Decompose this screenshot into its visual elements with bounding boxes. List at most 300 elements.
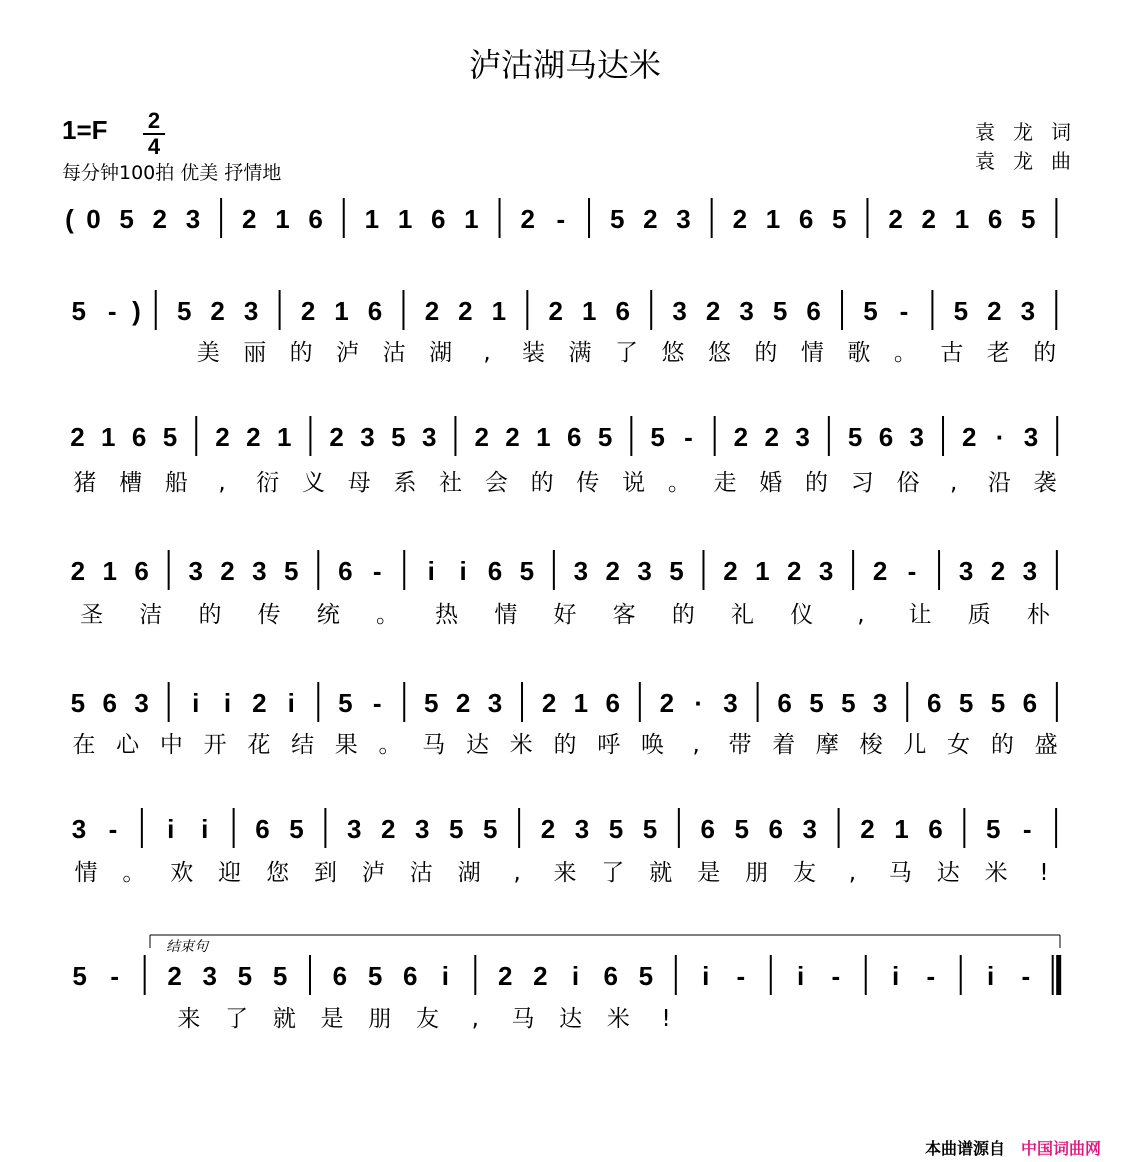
- lyric-char: 礼: [731, 602, 755, 628]
- note: 5: [809, 688, 824, 718]
- lyric-char: 就: [649, 860, 673, 886]
- lyric-char: ,: [692, 732, 700, 758]
- lyric-char: 。: [122, 860, 146, 886]
- note: 5: [597, 422, 613, 452]
- lyric-char: 泸: [361, 860, 385, 886]
- note: 3: [243, 296, 259, 326]
- lyric-char: 梭: [859, 732, 883, 758]
- lyric-char: 马: [888, 860, 912, 886]
- lyric-char: 婚: [759, 470, 783, 496]
- note: 5: [70, 688, 86, 718]
- lyric-char: 沽: [409, 860, 433, 886]
- note: 6: [567, 422, 582, 452]
- composer-credit: 袁龙曲: [975, 149, 1089, 173]
- lyric-char: 传: [576, 470, 600, 496]
- lyric-char: 达: [466, 732, 490, 758]
- lyric-char: 女: [947, 732, 971, 758]
- note: i: [797, 961, 805, 991]
- lyric-char: 了: [615, 340, 638, 366]
- note: 2: [246, 422, 261, 452]
- note: 6: [338, 556, 353, 586]
- lyric-char: 装: [522, 340, 546, 366]
- note: 5: [72, 961, 87, 991]
- note: i: [986, 961, 995, 991]
- lyric-char: 船: [164, 470, 188, 496]
- note: 6: [402, 961, 418, 991]
- note: 3: [487, 688, 503, 718]
- lyric-char: ,: [950, 470, 958, 496]
- note: i: [441, 961, 450, 991]
- lyric-char: 达: [559, 1006, 583, 1032]
- note: -: [556, 204, 566, 234]
- note: 6: [927, 688, 942, 718]
- lyric-char: 沽: [382, 340, 406, 366]
- lyric-char: ,: [483, 340, 491, 366]
- note: 2: [541, 688, 557, 718]
- note: 2: [505, 422, 520, 452]
- note: 2: [860, 814, 875, 844]
- note: 5: [391, 422, 406, 452]
- note: 5: [985, 814, 1001, 844]
- lyric-char: 了: [601, 860, 625, 886]
- note: 6: [777, 688, 792, 718]
- page-title: 泸沽湖马达米: [468, 46, 661, 84]
- note: (: [65, 204, 74, 234]
- note: 2: [605, 556, 620, 586]
- lyric-char: 唤: [640, 732, 664, 758]
- note: ·: [995, 422, 1005, 452]
- lyric-char: 就: [272, 1006, 296, 1032]
- note: 2: [643, 204, 658, 234]
- note: 2: [733, 422, 749, 452]
- note: i: [427, 556, 435, 586]
- note: 5: [338, 688, 353, 718]
- note: 6: [1022, 688, 1038, 718]
- note: 2: [242, 204, 257, 234]
- note: 1: [276, 422, 292, 452]
- lyric-char: 着: [772, 732, 796, 758]
- lyric-char: 袭: [1033, 470, 1057, 496]
- note: 5: [847, 422, 863, 452]
- note: 5: [669, 556, 684, 586]
- note: 2: [474, 422, 489, 452]
- note: 2: [329, 422, 344, 452]
- note: 6: [798, 204, 814, 234]
- lyric-char: 马: [422, 732, 446, 758]
- note: 3: [1023, 422, 1039, 452]
- lyric-char: 老: [986, 340, 1010, 366]
- note: 5: [841, 688, 856, 718]
- note: ·: [694, 688, 704, 718]
- note: 1: [573, 688, 589, 718]
- note: 3: [360, 422, 375, 452]
- note: 2: [764, 422, 779, 452]
- note: i: [702, 961, 710, 991]
- note: 5: [289, 814, 304, 844]
- lyric-char: 质: [967, 602, 991, 628]
- lyric-char: 的: [198, 602, 222, 628]
- lyric-char: 说: [622, 470, 646, 496]
- note: 5: [642, 814, 658, 844]
- ending-label: 结束句: [166, 939, 208, 955]
- note: 6: [768, 814, 783, 844]
- lyric-char: 的: [289, 340, 313, 366]
- tempo-marking: 每分钟100拍 优美 抒情地: [62, 162, 282, 184]
- lyric-char: 花: [247, 732, 271, 758]
- note: 1: [397, 204, 413, 234]
- lyric-char: 带: [728, 732, 752, 758]
- note: 6: [332, 961, 348, 991]
- note: 2: [990, 556, 1006, 586]
- lyric-char: 的: [530, 470, 554, 496]
- note: -: [736, 961, 746, 991]
- note: -: [372, 556, 382, 586]
- lyric-char: 到: [313, 860, 337, 886]
- lyric-char: 结: [291, 732, 315, 758]
- lyric-char: 义: [302, 470, 325, 496]
- note: i: [223, 688, 232, 718]
- note: 6: [987, 204, 1003, 234]
- note: 6: [102, 688, 117, 718]
- lyric-char: 欢: [170, 860, 194, 886]
- lyric-char: 米: [984, 860, 1008, 886]
- lyric-char: 古: [940, 340, 964, 366]
- note: 3: [739, 296, 754, 326]
- lyric-char: 让: [908, 602, 932, 628]
- note: 3: [421, 422, 437, 452]
- lyric-char: 湖: [429, 340, 453, 366]
- note: -: [899, 296, 909, 326]
- lyric-char: 俗: [896, 470, 920, 496]
- watermark-source-text: 本曲谱源自: [925, 1139, 1006, 1158]
- note: 3: [202, 961, 217, 991]
- note: 6: [255, 814, 270, 844]
- lyric-char: 在: [72, 732, 96, 758]
- lyric-char: !: [661, 1006, 671, 1032]
- watermark-site-name: 中国词曲网: [1021, 1139, 1102, 1158]
- lyric-char: 走: [713, 470, 737, 496]
- note: i: [167, 814, 175, 844]
- note: 6: [134, 556, 149, 586]
- note: 3: [672, 296, 687, 326]
- note: 6: [131, 422, 147, 452]
- lyric-char: 系: [393, 470, 417, 496]
- note: 2: [705, 296, 721, 326]
- note: 6: [806, 296, 821, 326]
- lyric-char: 中: [159, 732, 183, 758]
- note: 2: [215, 422, 230, 452]
- note: 2: [497, 961, 513, 991]
- note: 1: [334, 296, 349, 326]
- note: -: [372, 688, 382, 718]
- note: -: [107, 296, 117, 326]
- note: ): [132, 296, 141, 326]
- note: 5: [237, 961, 253, 991]
- note: -: [1021, 961, 1031, 991]
- note: 6: [308, 204, 323, 234]
- note: 2: [167, 961, 182, 991]
- note: 5: [119, 204, 134, 234]
- lyric-char: 的: [1033, 340, 1057, 366]
- lyric-char: 果: [334, 732, 358, 758]
- note: 6: [700, 814, 715, 844]
- note: 1: [765, 204, 781, 234]
- note: 2: [533, 961, 548, 991]
- note: 5: [519, 556, 535, 586]
- note: 6: [430, 204, 446, 234]
- note: 1: [894, 814, 909, 844]
- lyric-char: 的: [553, 732, 577, 758]
- note: 6: [928, 814, 943, 844]
- note: 1: [364, 204, 380, 234]
- lyric-char: 儿: [903, 732, 927, 758]
- note: 3: [574, 814, 590, 844]
- lyric-char: 盛: [1034, 732, 1058, 758]
- note: 5: [990, 688, 1006, 718]
- note: 1: [536, 422, 551, 452]
- note: 3: [347, 814, 362, 844]
- lyric-char: 歌: [847, 340, 871, 366]
- note: 2: [252, 688, 267, 718]
- note: 0: [86, 204, 101, 234]
- note: 1: [102, 556, 117, 586]
- lyric-char: 。: [667, 470, 691, 496]
- note: 5: [424, 688, 439, 718]
- lyric-char: 传: [257, 602, 281, 628]
- note: 5: [272, 961, 288, 991]
- note: 2: [888, 204, 903, 234]
- lyric-char: 情: [74, 860, 98, 886]
- note: 5: [608, 814, 624, 844]
- lyric-char: 来: [553, 860, 577, 886]
- note: -: [108, 814, 118, 844]
- note: 6: [878, 422, 894, 452]
- note: 5: [283, 556, 299, 586]
- note: 2: [70, 422, 85, 452]
- note: 2: [962, 422, 977, 452]
- lyric-char: 悠: [661, 340, 685, 366]
- note: 3: [573, 556, 589, 586]
- lyric-char: 呼: [597, 732, 621, 758]
- note: 3: [185, 204, 201, 234]
- lyric-char: ,: [218, 470, 226, 496]
- lyric-char: !: [1039, 860, 1049, 886]
- lyric-char: 朴: [1026, 602, 1050, 628]
- note: -: [1022, 814, 1032, 844]
- lyric-char: 圣: [80, 602, 104, 628]
- note: 6: [605, 688, 620, 718]
- lyric-char: 客: [612, 602, 636, 628]
- note: 5: [863, 296, 878, 326]
- note: 2: [70, 556, 86, 586]
- lyric-char: ,: [513, 860, 521, 886]
- lyric-char: 友: [416, 1006, 439, 1032]
- note: 6: [487, 556, 503, 586]
- lyric-char: 了: [225, 1006, 249, 1032]
- lyric-char: 开: [203, 732, 227, 758]
- lyric-char: 满: [568, 340, 592, 366]
- note: -: [684, 422, 693, 452]
- lyric-char: ,: [471, 1006, 479, 1032]
- note: 2: [381, 814, 396, 844]
- note: 2: [520, 204, 535, 234]
- lyric-char: 热: [435, 602, 459, 628]
- note: 1: [491, 296, 507, 326]
- note: 2: [458, 296, 473, 326]
- note: 1: [275, 204, 290, 234]
- lyric-char: 泸: [336, 340, 360, 366]
- lyric-char: 米: [606, 1006, 630, 1032]
- lyric-char: 丽: [243, 340, 267, 366]
- note: 2: [732, 204, 748, 234]
- note: 2: [548, 296, 564, 326]
- lyric-char: ,: [848, 860, 857, 886]
- lyric-char: 沿: [987, 470, 1011, 496]
- note: i: [287, 688, 295, 718]
- note: 2: [220, 556, 235, 586]
- lyric-char: 习: [850, 470, 874, 496]
- note: 6: [615, 296, 630, 326]
- note: i: [201, 814, 209, 844]
- lyric-char: 朋: [745, 860, 769, 886]
- lyric-char: 马: [511, 1006, 535, 1032]
- lyric-char: 社: [439, 470, 463, 496]
- note: 5: [162, 422, 178, 452]
- time-signature-top: 2: [147, 108, 161, 133]
- note: 3: [872, 688, 888, 718]
- note: 3: [134, 688, 149, 718]
- note: 5: [71, 296, 86, 326]
- note: 1: [954, 204, 970, 234]
- lyric-char: 湖: [457, 860, 481, 886]
- lyric-char: 迎: [218, 860, 242, 886]
- note: 2: [424, 296, 440, 326]
- lyric-char: 的: [754, 340, 778, 366]
- note: 2: [872, 556, 888, 586]
- lyric-char: 是: [320, 1006, 344, 1032]
- note: 5: [832, 204, 847, 234]
- note: 2: [152, 204, 168, 234]
- lyric-char: 统: [316, 602, 340, 628]
- note: 5: [734, 814, 749, 844]
- note: 3: [958, 556, 974, 586]
- note: 3: [795, 422, 810, 452]
- note: 2: [723, 556, 738, 586]
- note: 3: [1020, 296, 1036, 326]
- note: 1: [582, 296, 597, 326]
- lyric-char: 是: [697, 860, 721, 886]
- lyric-char: 悠: [707, 340, 731, 366]
- note: 5: [958, 688, 974, 718]
- note: 3: [252, 556, 267, 586]
- lyric-char: ,: [857, 602, 865, 628]
- note: i: [892, 961, 900, 991]
- note: 5: [772, 296, 788, 326]
- lyric-char: 。: [378, 732, 402, 758]
- lyric-char: 米: [509, 732, 533, 758]
- note: 2: [987, 296, 1002, 326]
- note: 5: [176, 296, 192, 326]
- note: 5: [449, 814, 464, 844]
- lyric-char: 猪: [73, 470, 97, 496]
- note: 3: [676, 204, 691, 234]
- note: 3: [723, 688, 738, 718]
- note: 2: [300, 296, 316, 326]
- note: 1: [101, 422, 116, 452]
- note: 5: [367, 961, 383, 991]
- lyric-char: 来: [177, 1006, 201, 1032]
- note: 3: [818, 556, 834, 586]
- note: 3: [188, 556, 203, 586]
- lyric-char: 槽: [119, 470, 143, 496]
- note: 5: [482, 814, 498, 844]
- note: -: [831, 961, 841, 991]
- note: 1: [755, 556, 770, 586]
- lyric-char: 心: [116, 732, 140, 758]
- note: 2: [786, 556, 802, 586]
- note: 6: [603, 961, 618, 991]
- note: i: [571, 961, 580, 991]
- note: 2: [455, 688, 471, 718]
- lyric-char: 朋: [368, 1006, 392, 1032]
- lyric-char: 母: [347, 470, 371, 496]
- lyric-char: 。: [893, 340, 917, 366]
- note: 3: [415, 814, 430, 844]
- note: 5: [953, 296, 969, 326]
- note: 5: [1020, 204, 1036, 234]
- lyric-char: 友: [793, 860, 817, 886]
- note: -: [110, 961, 120, 991]
- note: 2: [659, 688, 675, 718]
- note: i: [192, 688, 200, 718]
- note: 2: [210, 296, 225, 326]
- time-signature-bottom: 4: [147, 134, 161, 159]
- lyric-char: 情: [494, 602, 518, 628]
- lyric-char: 的: [671, 602, 695, 628]
- lyric-char: 好: [553, 602, 577, 628]
- note: i: [459, 556, 467, 586]
- lyricist-credit: 袁龙词: [975, 120, 1089, 144]
- source-watermark: [925, 1136, 1101, 1159]
- note: 5: [638, 961, 654, 991]
- key-signature: 1=F: [62, 115, 108, 145]
- lyric-char: 您: [266, 860, 290, 886]
- lyric-char: 的: [990, 732, 1014, 758]
- note: 2: [540, 814, 556, 844]
- note: 3: [637, 556, 652, 586]
- note: 3: [802, 814, 817, 844]
- lyric-char: 达: [936, 860, 960, 886]
- note: -: [907, 556, 917, 586]
- lyric-char: 会: [484, 470, 508, 496]
- note: 2: [921, 204, 937, 234]
- lyric-char: 洁: [139, 602, 163, 628]
- note: 3: [1022, 556, 1038, 586]
- note: 5: [609, 204, 625, 234]
- note: 6: [367, 296, 383, 326]
- note: -: [926, 961, 936, 991]
- lyric-char: 美: [196, 340, 220, 366]
- lyric-char: 的: [805, 470, 828, 496]
- lyric-char: 情: [800, 340, 824, 366]
- note: 3: [71, 814, 87, 844]
- note: 3: [909, 422, 925, 452]
- note: 5: [650, 422, 665, 452]
- lyric-char: 。: [375, 602, 399, 628]
- lyric-char: 衍: [256, 470, 280, 496]
- lyric-char: 仪: [790, 602, 814, 628]
- note: 1: [464, 204, 479, 234]
